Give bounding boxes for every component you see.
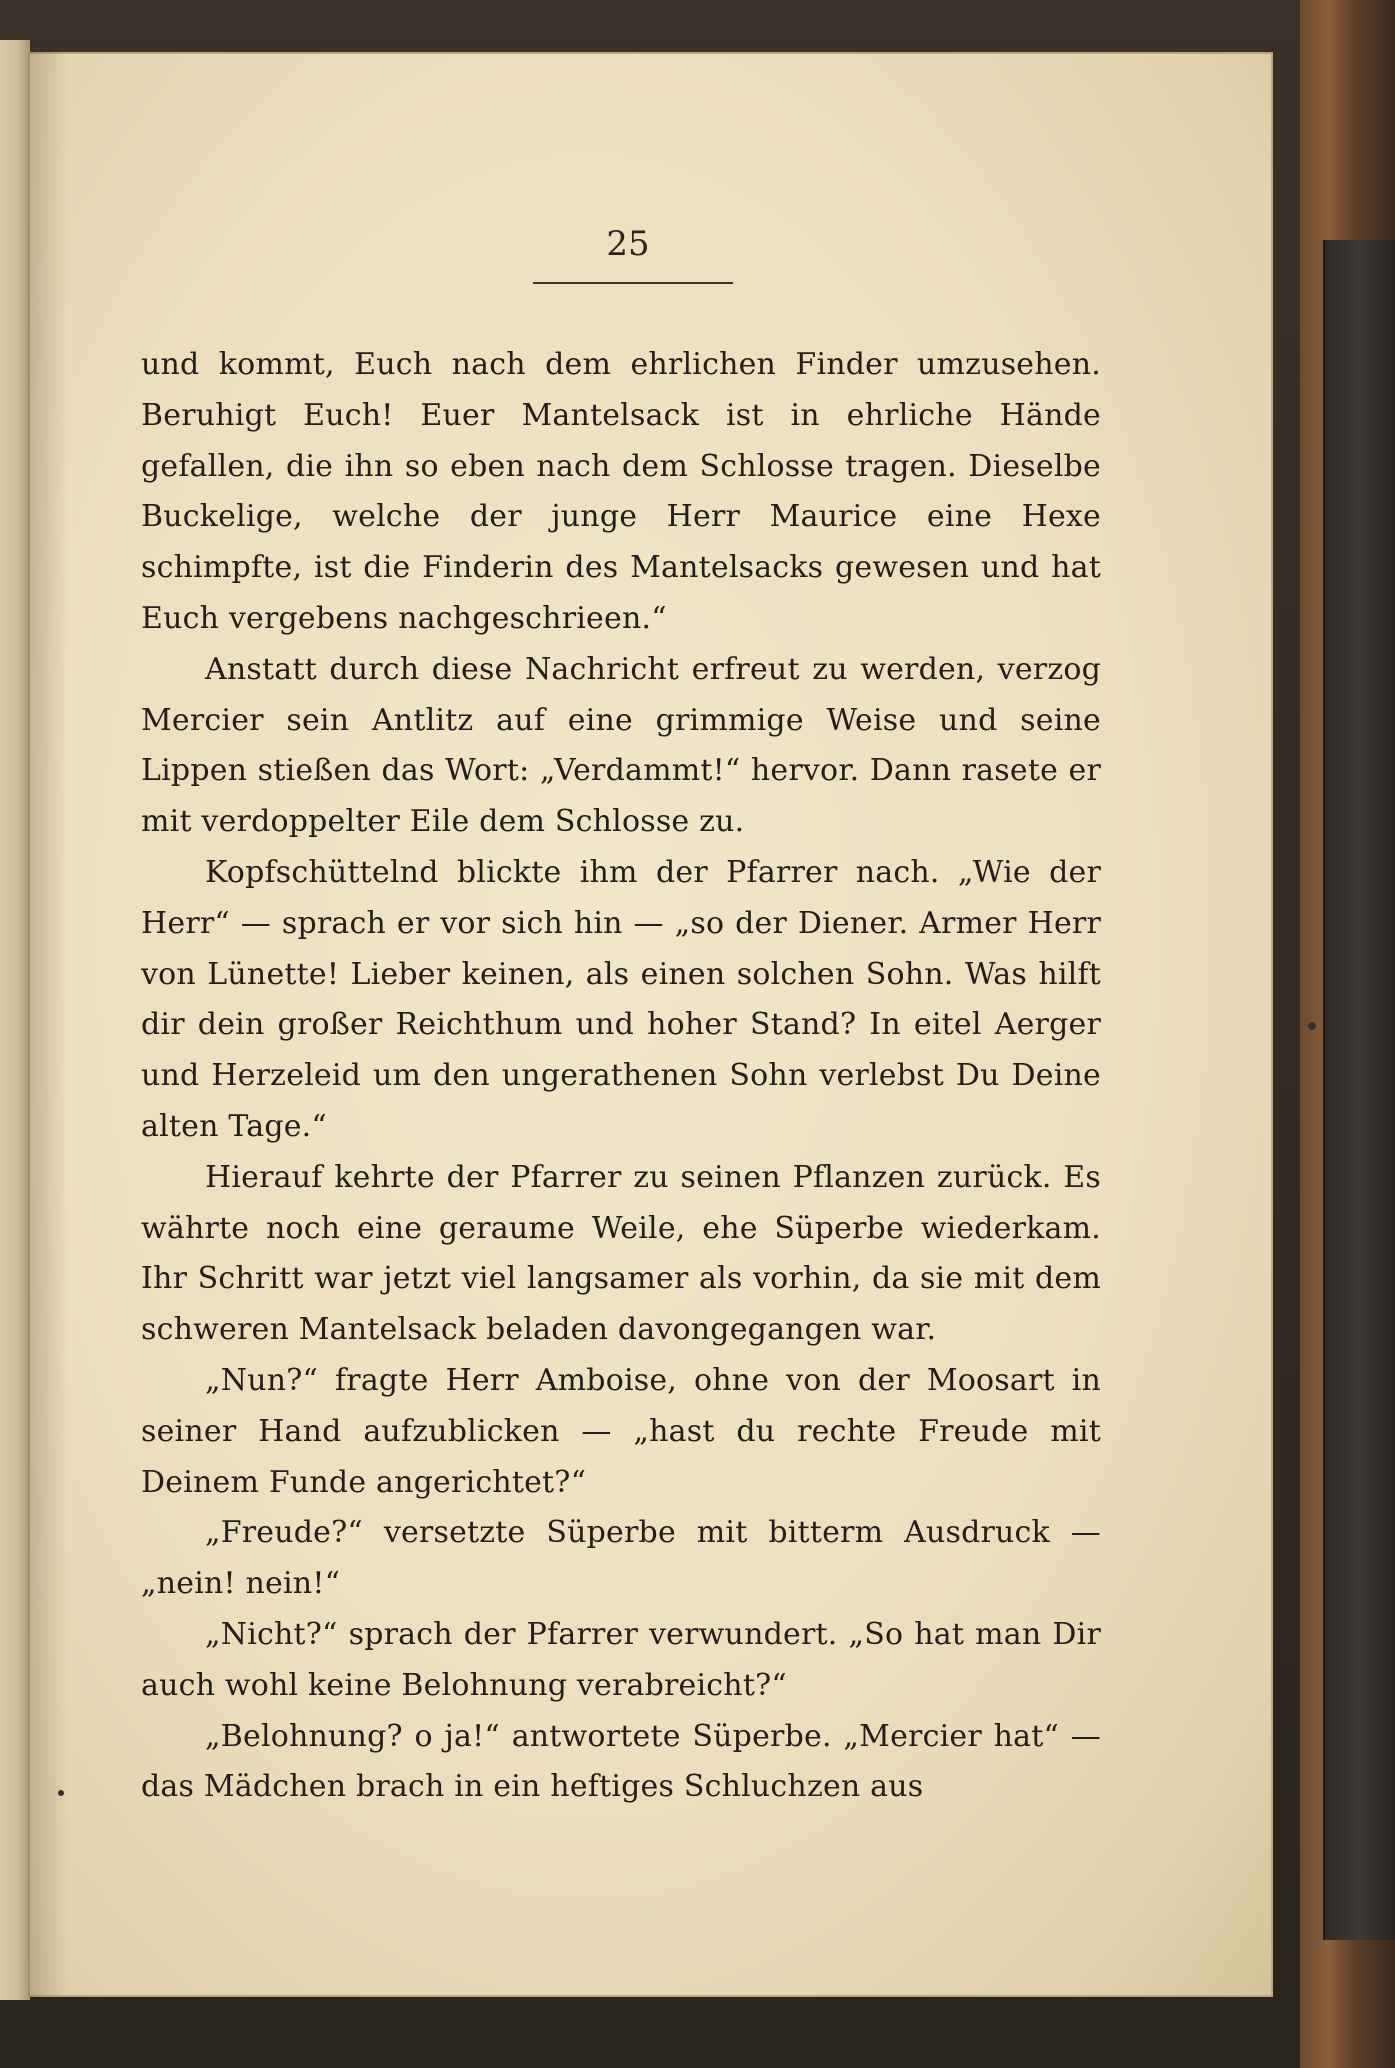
paragraph-1: und kommt, Euch nach dem ehrlichen Finder umzusehen. Beruhigt Euch! Euer Mantelsack ist in ehrliche Hände gefallen, die ihn so eben nach dem Schlosse tragen. Dieselbe Buckelige, welche der junge Herr Maurice eine Hexe schimpfte, ist die Finderin des Mantelsacks gewesen und hat Euch vergebens nachgeschrieen.“	[141, 347, 1101, 636]
book-page	[28, 52, 1273, 1997]
paragraph-8: „Belohnung? o ja!“ antwortete Süperbe. „Mercier hat“ — das Mädchen brach in ein heftiges Schluchzen aus	[141, 1718, 1101, 1805]
page-gutter-shadow	[28, 52, 68, 1997]
paragraph-3: Kopfschüttelnd blickte ihm der Pfarrer nach. „Wie der Herr“ — sprach er vor sich hin — „so der Diener. Armer Herr von Lünette! Lieber keinen, als einen solchen Sohn. Was hilft dir dein großer Reichthum und hoher Stand? In eitel Aerger und Herzeleid um den ungerathenen Sohn verlebst Du Deine alten Tage.“	[141, 854, 1101, 1144]
cover-binding-edge	[1323, 240, 1395, 1940]
paper-speck	[1308, 1022, 1316, 1030]
paragraph-2: Anstatt durch diese Nachricht erfreut zu werden, verzog Mercier sein Antlitz auf eine grimmige Weise und seine Lippen stießen das Wort: „Verdammt!“ hervor. Dann rasete er mit verdoppelter Eile dem Schlosse zu.	[141, 651, 1101, 840]
paragraph-5: „Nun?“ fragte Herr Amboise, ohne von der Moosart in seiner Hand aufzublicken — „hast du rechte Freude mit Deinem Funde angerichtet?“	[141, 1362, 1101, 1500]
page-number: 25	[606, 224, 650, 264]
paper-speck	[58, 1790, 64, 1796]
body-text	[141, 340, 1101, 1813]
paragraph-7: „Nicht?“ sprach der Pfarrer verwundert. „So hat man Dir auch wohl keine Belohnung verabreicht?“	[141, 1616, 1101, 1703]
paragraph-6: „Freude?“ versetzte Süperbe mit bitterm Ausdruck — „nein! nein!“	[141, 1515, 1101, 1602]
paragraph-4: Hierauf kehrte der Pfarrer zu seinen Pflanzen zurück. Es währte noch eine geraume Weile, ehe Süperbe wiederkam. Ihr Schritt war jetzt viel langsamer als vorhin, da sie mit dem schweren Mantelsack beladen davongegangen war.	[141, 1159, 1101, 1348]
left-page-edge	[0, 40, 30, 2000]
page-number-rule	[533, 282, 733, 284]
